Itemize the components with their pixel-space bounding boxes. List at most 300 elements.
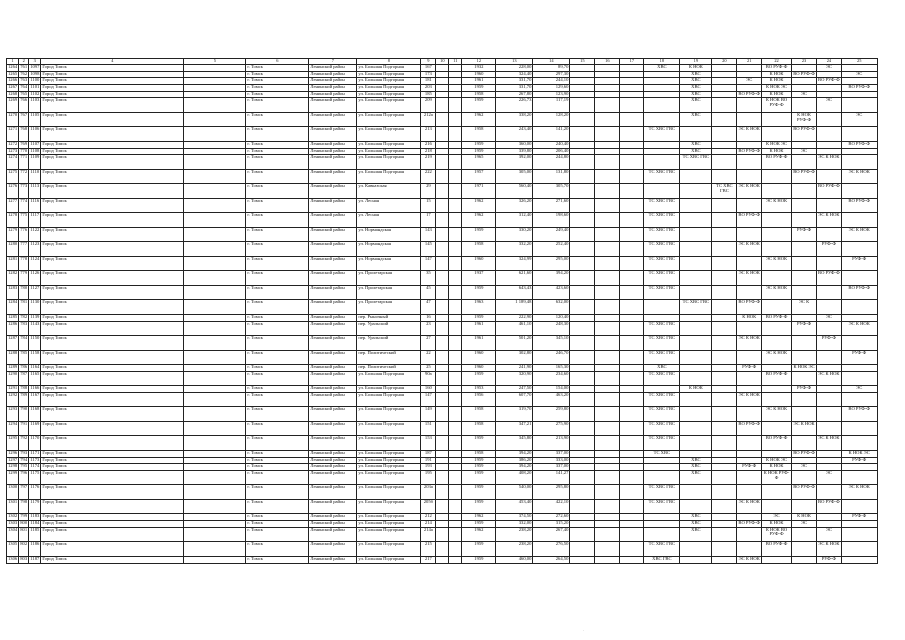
table-cell: Город Томск: [41, 285, 184, 300]
table-cell: [644, 386, 680, 393]
table-cell: [449, 527, 462, 542]
table-cell: [436, 485, 449, 500]
table-cell: 1283: [7, 285, 19, 300]
table-cell: [436, 407, 449, 422]
table-row: [7, 271, 878, 286]
table-cell: 89,70: [533, 65, 570, 72]
table-cell: 784: [19, 336, 29, 351]
table-cell: [712, 499, 737, 514]
table-cell: 789: [19, 392, 29, 407]
table-cell: Ленинский район: [309, 450, 357, 457]
table-cell: [436, 141, 449, 148]
table-cell: ТС ХВС ГВС: [644, 256, 680, 271]
table-cell: РУФ-Ф: [737, 464, 762, 471]
table-cell: [680, 127, 712, 142]
table-cell: г. Томск: [246, 314, 309, 321]
table-cell: 187: [421, 450, 436, 457]
table-cell: 1105: [29, 112, 41, 127]
table-cell: 297,30: [533, 71, 570, 78]
column-header: 16: [595, 59, 620, 65]
table-cell: 607,70: [496, 392, 533, 407]
table-cell: [762, 227, 792, 242]
table-cell: ул. Большая Подгорная: [357, 98, 421, 113]
table-cell: ул. Большая Подгорная: [357, 148, 421, 155]
table-row: [7, 407, 878, 422]
table-cell: [712, 314, 737, 321]
table-cell: ХВС: [680, 141, 712, 148]
table-cell: [712, 350, 737, 365]
column-header: 13: [496, 59, 533, 65]
table-cell: [620, 371, 644, 386]
table-cell: [644, 314, 680, 321]
table-cell: ВО РУФ-Ф: [841, 285, 877, 300]
table-cell: 1270: [7, 112, 19, 127]
table-cell: Город Томск: [41, 169, 184, 184]
table-cell: 213,90: [533, 436, 570, 451]
table-cell: [620, 527, 644, 542]
table-cell: ул. Большая Подгорная: [357, 485, 421, 500]
table-cell: [737, 542, 762, 557]
table-cell: г. Томск: [246, 148, 309, 155]
table-cell: 238,20: [496, 527, 533, 542]
table-cell: 1960: [462, 350, 496, 365]
table-cell: ТС ХВС ГВС: [644, 542, 680, 557]
table-cell: К НОК ЭС: [841, 450, 877, 457]
table-cell: РУФ-Ф: [817, 556, 842, 563]
table-cell: г. Томск: [246, 450, 309, 457]
table-cell: 222: [421, 169, 436, 184]
table-cell: [737, 71, 762, 78]
housing-register-table: [6, 58, 878, 564]
table-cell: 360,00: [496, 141, 533, 148]
table-cell: К НОК: [680, 65, 712, 72]
table-cell: [817, 285, 842, 300]
table-cell: 1289: [7, 365, 19, 372]
table-cell: ул. Большая Подгорная: [357, 78, 421, 85]
table-cell: [712, 169, 737, 184]
table-cell: 315,20: [533, 521, 570, 528]
table-cell: г. Томск: [246, 527, 309, 542]
table-cell: ХВС: [644, 65, 680, 72]
table-cell: 1268: [7, 91, 19, 98]
table-cell: 1292: [7, 392, 19, 407]
table-cell: 247,50: [496, 386, 533, 393]
table-cell: ул. Большая Подгорная: [357, 85, 421, 92]
table-cell: ЭС К НОК: [737, 184, 762, 199]
table-cell: 1961: [462, 78, 496, 85]
table-cell: 1953: [462, 386, 496, 393]
table-cell: 802: [19, 542, 29, 557]
table-cell: [595, 155, 620, 170]
table-cell: [570, 450, 595, 457]
table-cell: Ленинский район: [309, 65, 357, 72]
table-cell: 461,10: [496, 321, 533, 336]
table-cell: [620, 436, 644, 451]
table-cell: Ленинский район: [309, 556, 357, 563]
table-cell: [620, 227, 644, 242]
table-cell: [792, 213, 817, 228]
table-cell: г. Томск: [246, 213, 309, 228]
table-cell: ЭС К НОК: [737, 556, 762, 563]
table-cell: [595, 314, 620, 321]
table-cell: [595, 365, 620, 372]
table-cell: [449, 464, 462, 471]
table-row: [7, 169, 878, 184]
table-cell: 1170: [29, 436, 41, 451]
table-row: [7, 514, 878, 521]
table-cell: ЭС К НОК: [762, 198, 792, 213]
table-cell: [792, 336, 817, 351]
table-cell: [620, 470, 644, 485]
table-cell: [762, 321, 792, 336]
table-cell: 120,40: [533, 314, 570, 321]
table-cell: К НОК: [762, 148, 792, 155]
table-cell: Ленинский район: [309, 271, 357, 286]
table-cell: 330,20: [496, 227, 533, 242]
table-cell: Город Томск: [41, 371, 184, 386]
table-cell: [737, 527, 762, 542]
table-cell: 777: [19, 242, 29, 257]
table-row: [7, 85, 878, 92]
table-cell: [841, 521, 877, 528]
table-cell: [620, 386, 644, 393]
table-cell: [184, 470, 246, 485]
table-cell: 305,00: [496, 169, 533, 184]
table-cell: [841, 271, 877, 286]
table-cell: 23: [421, 321, 436, 336]
table-cell: 181: [421, 78, 436, 85]
table-cell: [436, 85, 449, 92]
table-cell: 772: [19, 169, 29, 184]
table-cell: [817, 256, 842, 271]
table-cell: ЭС К НОК: [817, 155, 842, 170]
table-cell: ЭС: [792, 521, 817, 528]
table-cell: [841, 65, 877, 72]
table-cell: [644, 85, 680, 92]
table-cell: [737, 407, 762, 422]
table-cell: [570, 155, 595, 170]
table-cell: 394,20: [533, 271, 570, 286]
table-cell: [817, 450, 842, 457]
table-cell: [449, 521, 462, 528]
table-cell: [449, 485, 462, 500]
table-cell: 1299: [7, 470, 19, 485]
table-cell: [449, 65, 462, 72]
table-cell: [841, 436, 877, 451]
table-cell: 643,43: [496, 285, 533, 300]
table-cell: ЭС: [817, 98, 842, 113]
table-cell: [570, 227, 595, 242]
table-cell: Город Томск: [41, 365, 184, 372]
table-cell: [762, 169, 792, 184]
table-cell: ХВС: [680, 85, 712, 92]
table-cell: 761: [19, 65, 29, 72]
table-cell: [570, 213, 595, 228]
table-cell: [436, 470, 449, 485]
table-cell: 275,90: [533, 421, 570, 436]
table-cell: ЭС: [817, 314, 842, 321]
table-cell: пер. Рыночный: [357, 314, 421, 321]
table-cell: [817, 112, 842, 127]
table-cell: [792, 256, 817, 271]
table-cell: 1106: [29, 127, 41, 142]
table-cell: 345,80: [496, 436, 533, 451]
table-cell: К НОК ВО РУФ-Ф: [762, 527, 792, 542]
table-cell: 560,40: [496, 184, 533, 199]
table-cell: 1165: [29, 371, 41, 386]
table-cell: 1959: [462, 314, 496, 321]
table-cell: 203а: [421, 485, 436, 500]
table-cell: [595, 256, 620, 271]
table-cell: ул. Большая Подгорная: [357, 112, 421, 127]
table-cell: [620, 285, 644, 300]
table-cell: [620, 556, 644, 563]
table-cell: [184, 148, 246, 155]
table-cell: ВО РУФ-Ф: [762, 314, 792, 321]
table-cell: [570, 421, 595, 436]
table-cell: [841, 470, 877, 485]
table-cell: [570, 271, 595, 286]
table-cell: [449, 155, 462, 170]
table-cell: 345,10: [533, 336, 570, 351]
table-cell: 333,00: [533, 457, 570, 464]
table-cell: 765: [19, 91, 29, 98]
table-cell: [817, 227, 842, 242]
table-cell: 143: [421, 227, 436, 242]
table-cell: 141,20: [533, 127, 570, 142]
table-cell: ЭС К НОК: [762, 256, 792, 271]
table-cell: [449, 300, 462, 315]
table-cell: г. Томск: [246, 300, 309, 315]
table-cell: г. Томск: [246, 514, 309, 521]
column-header: 12: [462, 59, 496, 65]
table-row: [7, 365, 878, 372]
table-cell: [841, 155, 877, 170]
table-cell: 783: [19, 321, 29, 336]
table-cell: [595, 148, 620, 155]
column-header: 21: [737, 59, 762, 65]
table-cell: 131,80: [533, 169, 570, 184]
table-cell: [762, 300, 792, 315]
table-cell: г. Томск: [246, 78, 309, 85]
table-cell: ул. Большая Подгорная: [357, 527, 421, 542]
table-cell: [570, 485, 595, 500]
table-cell: 1962: [462, 198, 496, 213]
table-cell: 216: [421, 141, 436, 148]
table-cell: [184, 271, 246, 286]
table-cell: Город Томск: [41, 321, 184, 336]
table-cell: [436, 436, 449, 451]
table-cell: Ленинский район: [309, 127, 357, 142]
table-cell: 799: [19, 514, 29, 521]
table-cell: 213: [421, 127, 436, 142]
table-cell: ул. Большая Подгорная: [357, 457, 421, 464]
table-cell: [449, 271, 462, 286]
table-cell: Город Томск: [41, 542, 184, 557]
table-cell: 312,40: [496, 213, 533, 228]
table-cell: [184, 350, 246, 365]
table-cell: [792, 141, 817, 148]
table-cell: 1959: [462, 141, 496, 148]
table-cell: 1273: [7, 148, 19, 155]
table-cell: ТС ХВС ГВС: [644, 198, 680, 213]
table-cell: [595, 392, 620, 407]
table-cell: Город Томск: [41, 227, 184, 242]
table-cell: 790: [19, 407, 29, 422]
table-cell: ЭС К НОК: [817, 436, 842, 451]
table-cell: [644, 148, 680, 155]
table-cell: РУФ-Ф: [841, 457, 877, 464]
table-cell: [644, 470, 680, 485]
table-cell: 324,99: [496, 256, 533, 271]
table-cell: 453,40: [496, 499, 533, 514]
column-header: 18: [644, 59, 680, 65]
table-cell: [595, 542, 620, 557]
table-cell: [449, 242, 462, 257]
table-cell: [680, 285, 712, 300]
table-cell: [737, 65, 762, 72]
column-header: 4: [41, 59, 184, 65]
table-cell: 1288: [7, 350, 19, 365]
table-cell: [184, 71, 246, 78]
table-cell: 264,50: [533, 556, 570, 563]
table-cell: 1959: [462, 457, 496, 464]
table-cell: [680, 256, 712, 271]
table-cell: ТС ХВС ГВС: [712, 184, 737, 199]
table-cell: 423,60: [533, 285, 570, 300]
table-cell: 1187: [29, 556, 41, 563]
table-cell: 319,70: [496, 407, 533, 422]
table-cell: Ленинский район: [309, 300, 357, 315]
table-cell: 1291: [7, 386, 19, 393]
table-cell: [712, 436, 737, 451]
table-cell: [841, 371, 877, 386]
table-cell: ВО РУФ-Ф: [841, 141, 877, 148]
table-cell: 1958: [462, 450, 496, 457]
table-cell: 1271: [7, 127, 19, 142]
table-cell: [184, 527, 246, 542]
table-cell: 337,00: [533, 464, 570, 471]
table-cell: ХВС: [680, 514, 712, 521]
table-cell: ТС ХВС ГВС: [644, 321, 680, 336]
table-cell: 1123: [29, 242, 41, 257]
table-cell: ЭС К НОК: [762, 350, 792, 365]
table-cell: г. Томск: [246, 421, 309, 436]
table-cell: г. Томск: [246, 386, 309, 393]
table-cell: [680, 436, 712, 451]
table-cell: 1107: [29, 141, 41, 148]
table-cell: [595, 184, 620, 199]
table-cell: Ленинский район: [309, 436, 357, 451]
table-cell: 632,00: [533, 300, 570, 315]
table-cell: ВО РУФ-Ф: [817, 78, 842, 85]
table-cell: Ленинский район: [309, 386, 357, 393]
table-cell: [570, 514, 595, 521]
table-cell: [620, 155, 644, 170]
table-cell: [792, 314, 817, 321]
table-cell: 248,30: [533, 321, 570, 336]
table-cell: [792, 371, 817, 386]
table-cell: 1957: [462, 169, 496, 184]
table-cell: ВО РУФ-Ф: [817, 184, 842, 199]
table-cell: ул. Большая Подгорная: [357, 556, 421, 563]
table-cell: 1167: [29, 392, 41, 407]
table-cell: [595, 527, 620, 542]
table-cell: ХВС: [680, 148, 712, 155]
table-cell: [762, 386, 792, 393]
table-cell: [620, 271, 644, 286]
table-cell: ВО РУФ-Ф: [762, 371, 792, 386]
table-cell: Ленинский район: [309, 485, 357, 500]
table-cell: [792, 457, 817, 464]
table-cell: г. Томск: [246, 227, 309, 242]
table-cell: [184, 127, 246, 142]
table-cell: Город Томск: [41, 242, 184, 257]
table-cell: [762, 112, 792, 127]
table-cell: 1303: [7, 521, 19, 528]
table-cell: [680, 499, 712, 514]
table-cell: 241,90: [496, 365, 533, 372]
table-cell: г. Томск: [246, 71, 309, 78]
table-cell: [817, 198, 842, 213]
table-cell: 1265: [7, 71, 19, 78]
table-cell: Город Томск: [41, 112, 184, 127]
table-cell: [570, 98, 595, 113]
table-cell: [737, 227, 762, 242]
table-cell: [184, 98, 246, 113]
table-cell: 1300: [7, 485, 19, 500]
table-cell: 332,00: [496, 521, 533, 528]
table-cell: [184, 112, 246, 127]
column-header: 14: [533, 59, 570, 65]
table-cell: [449, 98, 462, 113]
table-cell: [817, 91, 842, 98]
table-cell: [817, 386, 842, 393]
table-cell: [644, 521, 680, 528]
table-cell: [449, 198, 462, 213]
table-cell: [792, 271, 817, 286]
table-cell: [449, 85, 462, 92]
table-cell: 801: [19, 527, 29, 542]
table-cell: ул. Большая Подгорная: [357, 499, 421, 514]
table-cell: [737, 141, 762, 148]
table-cell: ХВС: [680, 521, 712, 528]
table-cell: 326,20: [496, 198, 533, 213]
column-header: 23: [792, 59, 817, 65]
table-cell: ул. Нормандская: [357, 242, 421, 257]
table-cell: [841, 556, 877, 563]
table-cell: ул. Большая Подгорная: [357, 521, 421, 528]
table-cell: 1297: [7, 457, 19, 464]
table-cell: Город Томск: [41, 300, 184, 315]
table-cell: [792, 65, 817, 72]
table-cell: [644, 98, 680, 113]
table-cell: 1171: [29, 450, 41, 457]
table-cell: ул. Большая Подгорная: [357, 386, 421, 393]
table-cell: ВО РУФ-Ф: [792, 450, 817, 457]
table-cell: 392,00: [496, 155, 533, 170]
table-cell: [184, 198, 246, 213]
table-cell: [570, 285, 595, 300]
table-cell: ВО РУФ-Ф: [737, 421, 762, 436]
table-cell: РУФ-Ф: [817, 336, 842, 351]
table-cell: Ленинский район: [309, 91, 357, 98]
table-cell: 1287: [7, 336, 19, 351]
table-cell: [762, 450, 792, 457]
column-header: 8: [357, 59, 421, 65]
table-cell: [570, 300, 595, 315]
table-cell: 1176: [29, 485, 41, 500]
